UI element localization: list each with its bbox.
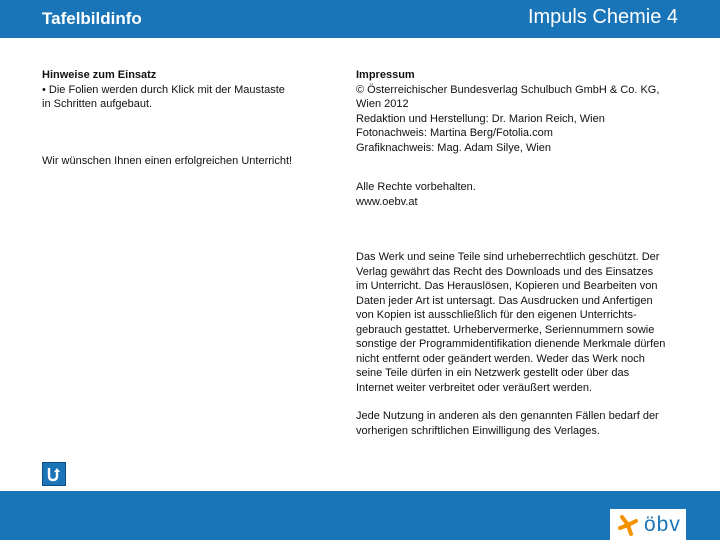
copyright-line: nicht entfernt oder geändert werden. Weder das Werk noch xyxy=(356,352,645,365)
usage-notes xyxy=(42,68,332,168)
copyright-line: von Kopien ist ausschließlich für den eigenen Unterrichts- xyxy=(356,309,637,321)
copyright-paragraph xyxy=(356,250,701,395)
impressum-line: Grafiknachweis: Mag. Adam Silye, Wien xyxy=(356,141,552,154)
copyright-line: sonstige der Programmidentifikation dienende Merkmale dürfen xyxy=(356,338,666,350)
u-turn-back-icon xyxy=(45,465,63,483)
usage-paragraph xyxy=(356,409,701,438)
copyright-line: Daten jeder Art ist untersagt. Das Ausdrucken und Anfertigen xyxy=(356,294,653,307)
header-title-left: Tafelbildinfo xyxy=(42,9,142,28)
header-title-right: Impuls Chemie 4 xyxy=(527,6,678,28)
copyright-line: gebrauch gestattet. Urhebervermerke, Seriennummern sowie xyxy=(356,323,655,336)
closing-text: Wir wünschen Ihnen einen erfolgreichen Unterricht! xyxy=(42,154,293,167)
header-bar xyxy=(0,0,720,38)
impressum-line: Fotonachweis: Martina Berg/Fotolia.com xyxy=(356,127,553,139)
rights-text: Alle Rechte vorbehalten. xyxy=(356,181,476,193)
usage-paragraph-line: Jede Nutzung in anderen als den genannten Fällen bedarf der xyxy=(356,410,659,422)
copyright-line: Internet weiter verbreitet oder veräußert werden. xyxy=(356,381,593,394)
logo-text: öbv xyxy=(644,512,681,536)
usage-line: in Schritten aufgebaut. xyxy=(42,98,153,110)
copyright-line: Das Werk und seine Teile sind urheberrechtlich geschützt. Der xyxy=(356,251,660,263)
copyright-line: im Unterricht. Das Herauslösen, Kopieren und Bearbeiten von xyxy=(356,280,658,292)
impressum-line: Redaktion und Herstellung: Dr. Marion Reich, Wien xyxy=(356,112,605,125)
copyright-line: seine Teile dürfen in ein Netzwerk gestellt oder über das xyxy=(356,367,630,379)
back-button[interactable] xyxy=(42,462,66,486)
usage-line: • Die Folien werden durch Klick mit der Maustaste xyxy=(42,83,285,96)
impressum-line: Wien 2012 xyxy=(356,98,409,110)
publisher-logo xyxy=(610,509,686,540)
usage-paragraph-line: vorherigen schriftlichen Einwilligung des Verlages. xyxy=(356,424,600,437)
oebv-star-logo-icon xyxy=(616,513,640,537)
impressum-heading: Impressum xyxy=(356,69,415,81)
impressum-line: © Österreichischer Bundesverlag Schulbuch GmbH & Co. KG, xyxy=(356,83,660,96)
website-link[interactable]: www.oebv.at xyxy=(356,195,418,208)
usage-heading: Hinweise zum Einsatz xyxy=(42,69,157,81)
impressum xyxy=(356,68,701,438)
copyright-line: Verlag gewährt das Recht des Downloads und des Einsatzes xyxy=(356,265,654,278)
